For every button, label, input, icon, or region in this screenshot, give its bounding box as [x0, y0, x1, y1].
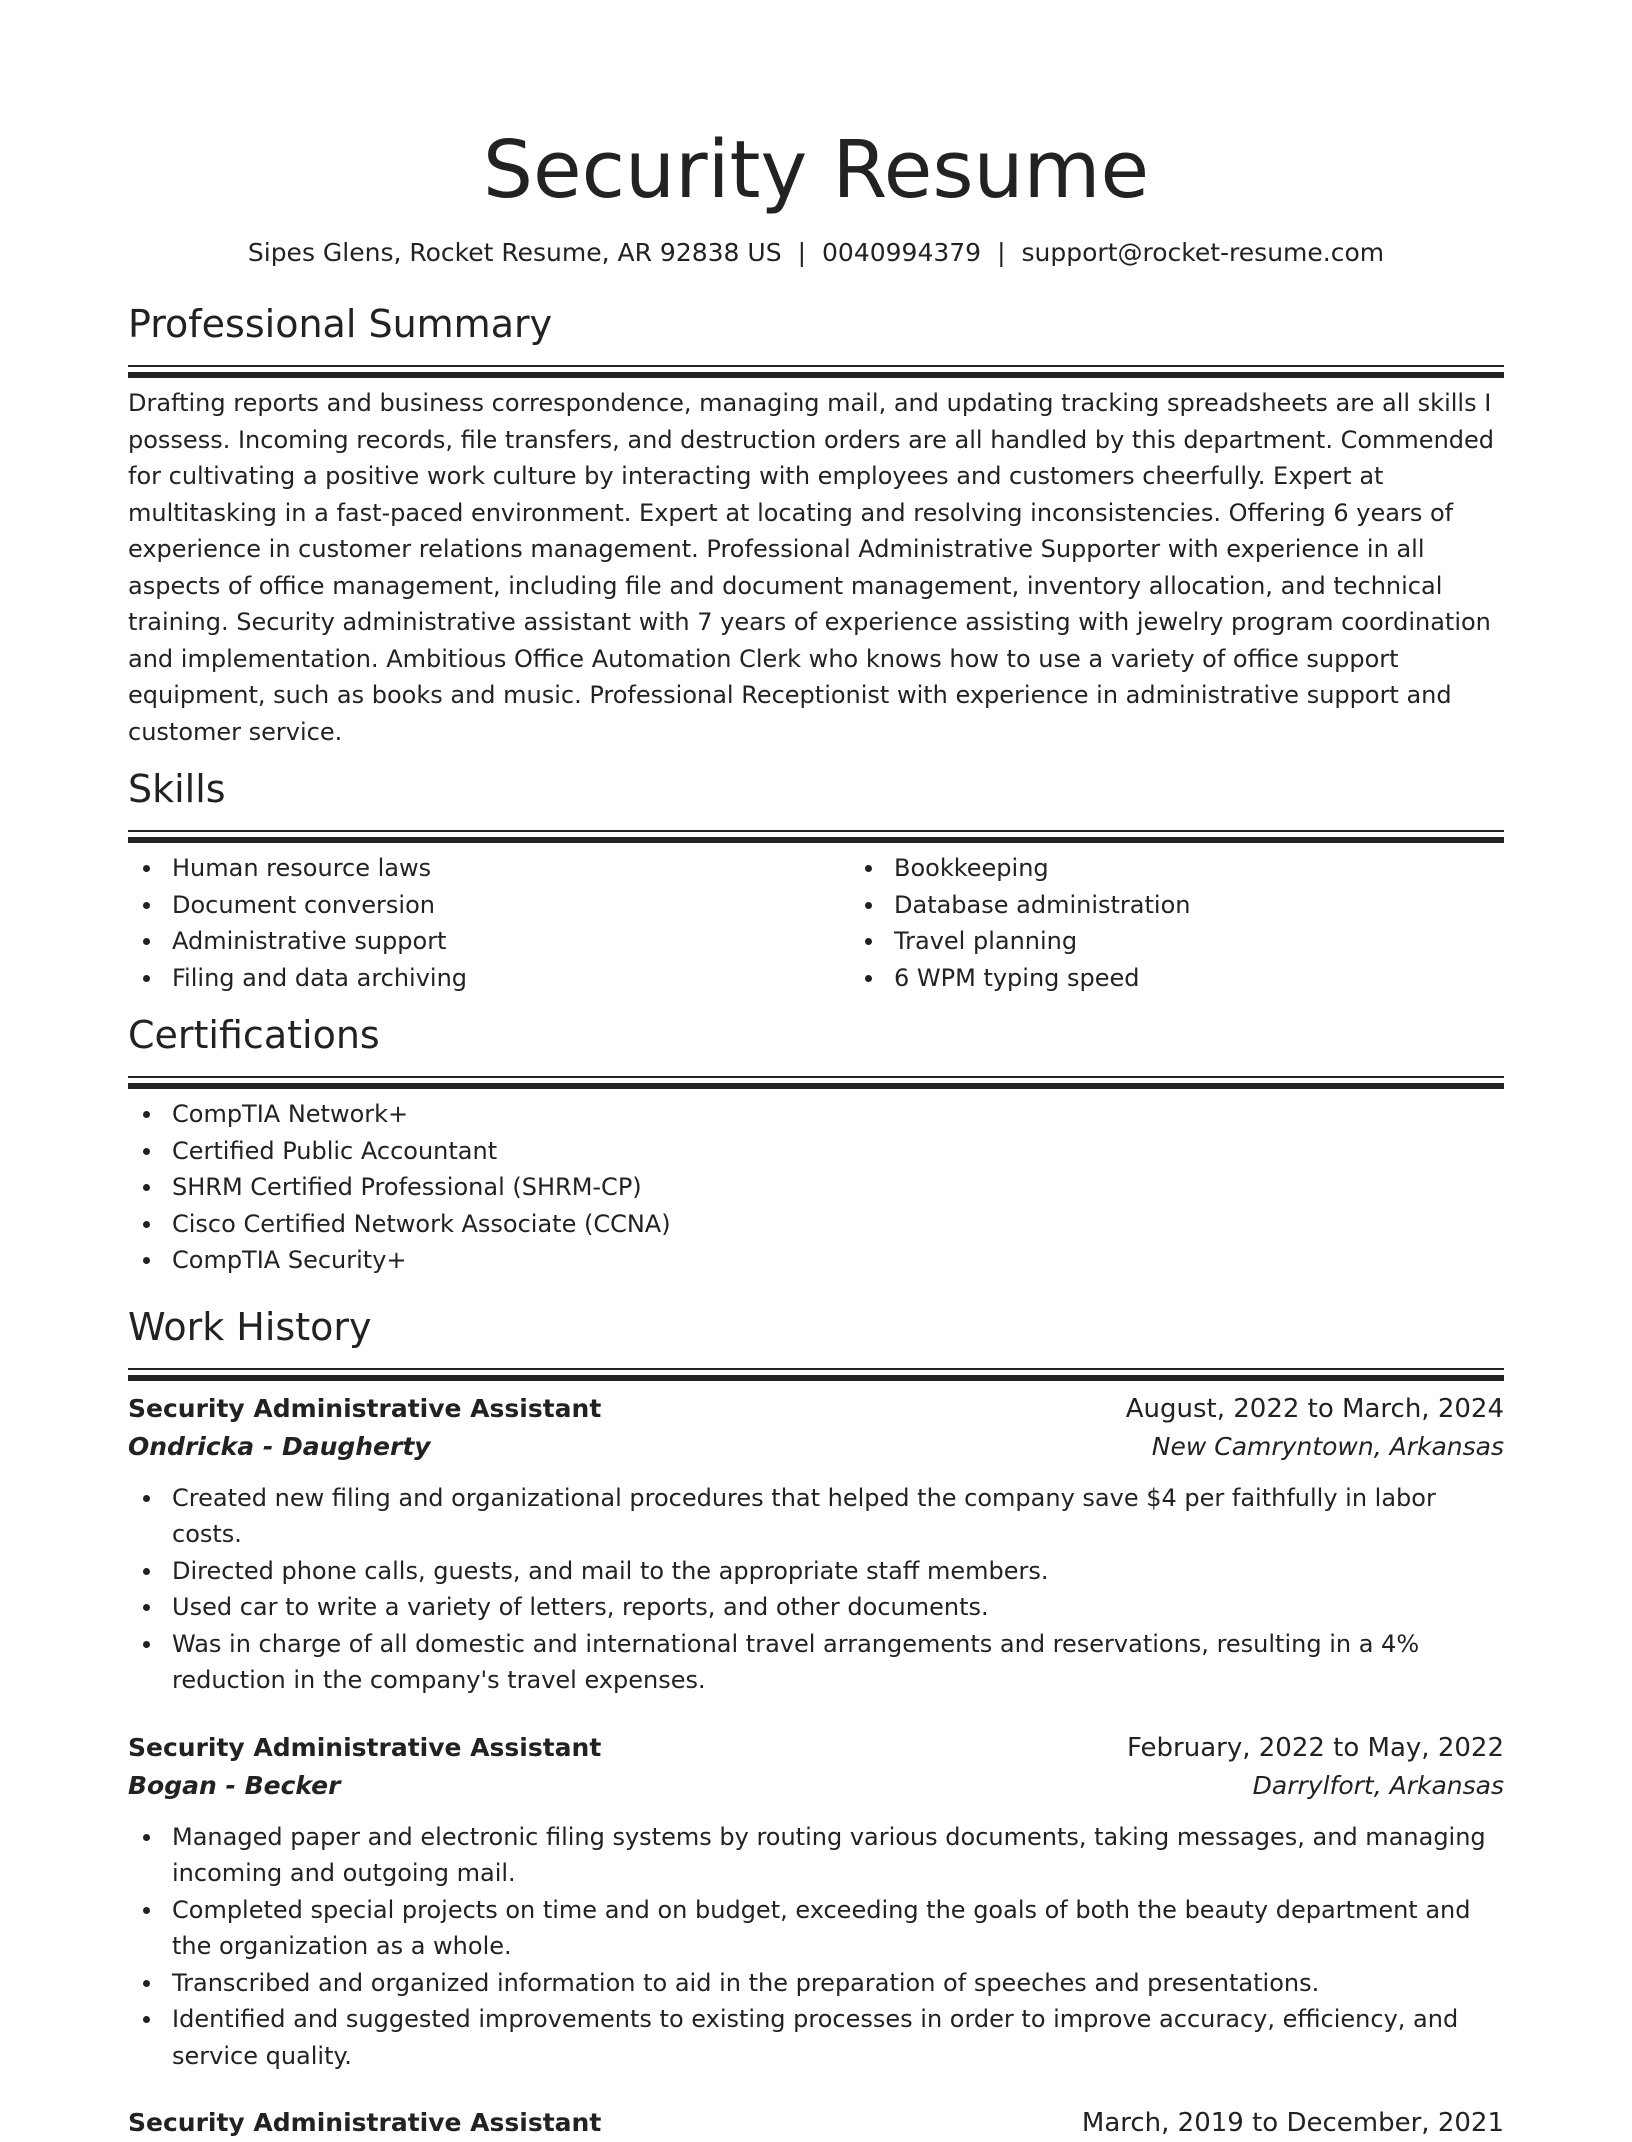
job-entry — [128, 1729, 1504, 2075]
section-divider — [128, 830, 1504, 844]
skill-item: Administrative support — [172, 923, 850, 960]
job-subheader — [128, 1767, 1504, 1805]
skill-item: Filing and data archiving — [172, 960, 850, 997]
job-location: Darrylfort, Arkansas — [1253, 1767, 1504, 1805]
contact-separator: | — [997, 236, 1005, 270]
job-header — [128, 2104, 1504, 2142]
job-title: Security Administrative Assistant — [128, 1729, 601, 1767]
job-duty-item: Was in charge of all domestic and international travel arrangements and reservations, resulting in a 4% reduction in the company's travel expenses. — [172, 1626, 1504, 1699]
job-duty-item: Managed paper and electronic filing systems by routing various documents, taking messages, and managing incoming and outgoing mail. — [172, 1819, 1504, 1892]
job-title: Security Administrative Assistant — [128, 2104, 601, 2142]
section-divider — [128, 1368, 1504, 1382]
job-title: Security Administrative Assistant — [128, 1390, 601, 1428]
job-duty-item: Used car to write a variety of letters, reports, and other documents. — [172, 1589, 1504, 1626]
job-company: Bogan - Becker — [128, 1767, 340, 1805]
contact-separator: | — [798, 236, 806, 270]
certification-item: CompTIA Network+ — [172, 1096, 1504, 1133]
section-heading-work-history: Work History — [128, 1302, 1504, 1352]
certification-item: Cisco Certified Network Associate (CCNA) — [172, 1206, 1504, 1243]
section-heading-certifications: Certifications — [128, 1010, 1504, 1060]
section-divider — [128, 365, 1504, 379]
job-duty-item: Identified and suggested improvements to existing processes in order to improve accuracy, efficiency, and service quality. — [172, 2001, 1504, 2074]
job-duty-item: Directed phone calls, guests, and mail to the appropriate staff members. — [172, 1553, 1504, 1590]
job-duties — [128, 1480, 1504, 1699]
job-company: Ondricka - Daugherty — [128, 1428, 431, 1466]
job-header — [128, 1390, 1504, 1428]
skills-column-left — [128, 850, 850, 996]
section-heading-skills: Skills — [128, 764, 1504, 814]
certification-item: CompTIA Security+ — [172, 1242, 1504, 1279]
job-duty-item: Transcribed and organized information to aid in the preparation of speeches and presentations. — [172, 1965, 1504, 2002]
summary-section — [128, 299, 1504, 750]
skills-section — [128, 764, 1504, 996]
job-duty-item: Created new filing and organizational procedures that helped the company save $4 per faithfully in labor costs. — [172, 1480, 1504, 1553]
resume-title: Security Resume — [128, 0, 1504, 222]
work-history-section — [128, 1302, 1504, 2142]
skill-item: Database administration — [894, 887, 1572, 924]
certification-item: Certified Public Accountant — [172, 1133, 1504, 1170]
job-entry — [128, 2104, 1504, 2142]
section-heading-summary: Professional Summary — [128, 299, 1504, 349]
skills-column-right — [850, 850, 1572, 996]
job-location: New Camryntown, Arkansas — [1152, 1428, 1504, 1466]
summary-text: Drafting reports and business correspondence, managing mail, and updating tracking spreadsheets are all skills I possess. Incoming records, file transfers, and destruction orders are all handled by this department. Commended for cultivating a positive work culture by interacting with employees and customers cheerfully. Expert at multitasking in a fast-paced environment. Expert at locating and resolving inconsistencies. Offering 6 years of experience in customer relations management. Professional Administrative Supporter with experience in all aspects of office management, including file and document management, inventory allocation, and technical training. Security administrative assistant with 7 years of experience assisting with jewelry program coordination and implementation. Ambitious Office Automation Clerk who knows how to use a variety of office support equipment, such as books and music. Professional Receptionist with experience in administrative support and customer service. — [128, 385, 1504, 750]
skill-item: Travel planning — [894, 923, 1572, 960]
contact-address: Sipes Glens, Rocket Resume, AR 92838 US — [248, 238, 782, 267]
contact-line — [128, 236, 1504, 270]
job-dates: August, 2022 to March, 2024 — [1126, 1390, 1504, 1428]
skills-list — [128, 850, 1504, 996]
certification-item: SHRM Certified Professional (SHRM-CP) — [172, 1169, 1504, 1206]
job-dates: February, 2022 to May, 2022 — [1127, 1729, 1504, 1767]
job-duties — [128, 1819, 1504, 2075]
job-duty-item: Completed special projects on time and on budget, exceeding the goals of both the beauty department and the organization as a whole. — [172, 1892, 1504, 1965]
certifications-section — [128, 1010, 1504, 1279]
skill-item: Document conversion — [172, 887, 850, 924]
contact-phone: 0040994379 — [822, 238, 981, 267]
resume-page — [128, 0, 1504, 2142]
skill-item: Human resource laws — [172, 850, 850, 887]
job-entry — [128, 1390, 1504, 1699]
certifications-list — [128, 1096, 1504, 1279]
section-divider — [128, 1076, 1504, 1090]
skill-item: 6 WPM typing speed — [894, 960, 1572, 997]
job-header — [128, 1729, 1504, 1767]
job-subheader — [128, 1428, 1504, 1466]
contact-email: support@rocket-resume.com — [1022, 238, 1385, 267]
job-dates: March, 2019 to December, 2021 — [1082, 2104, 1504, 2142]
skill-item: Bookkeeping — [894, 850, 1572, 887]
